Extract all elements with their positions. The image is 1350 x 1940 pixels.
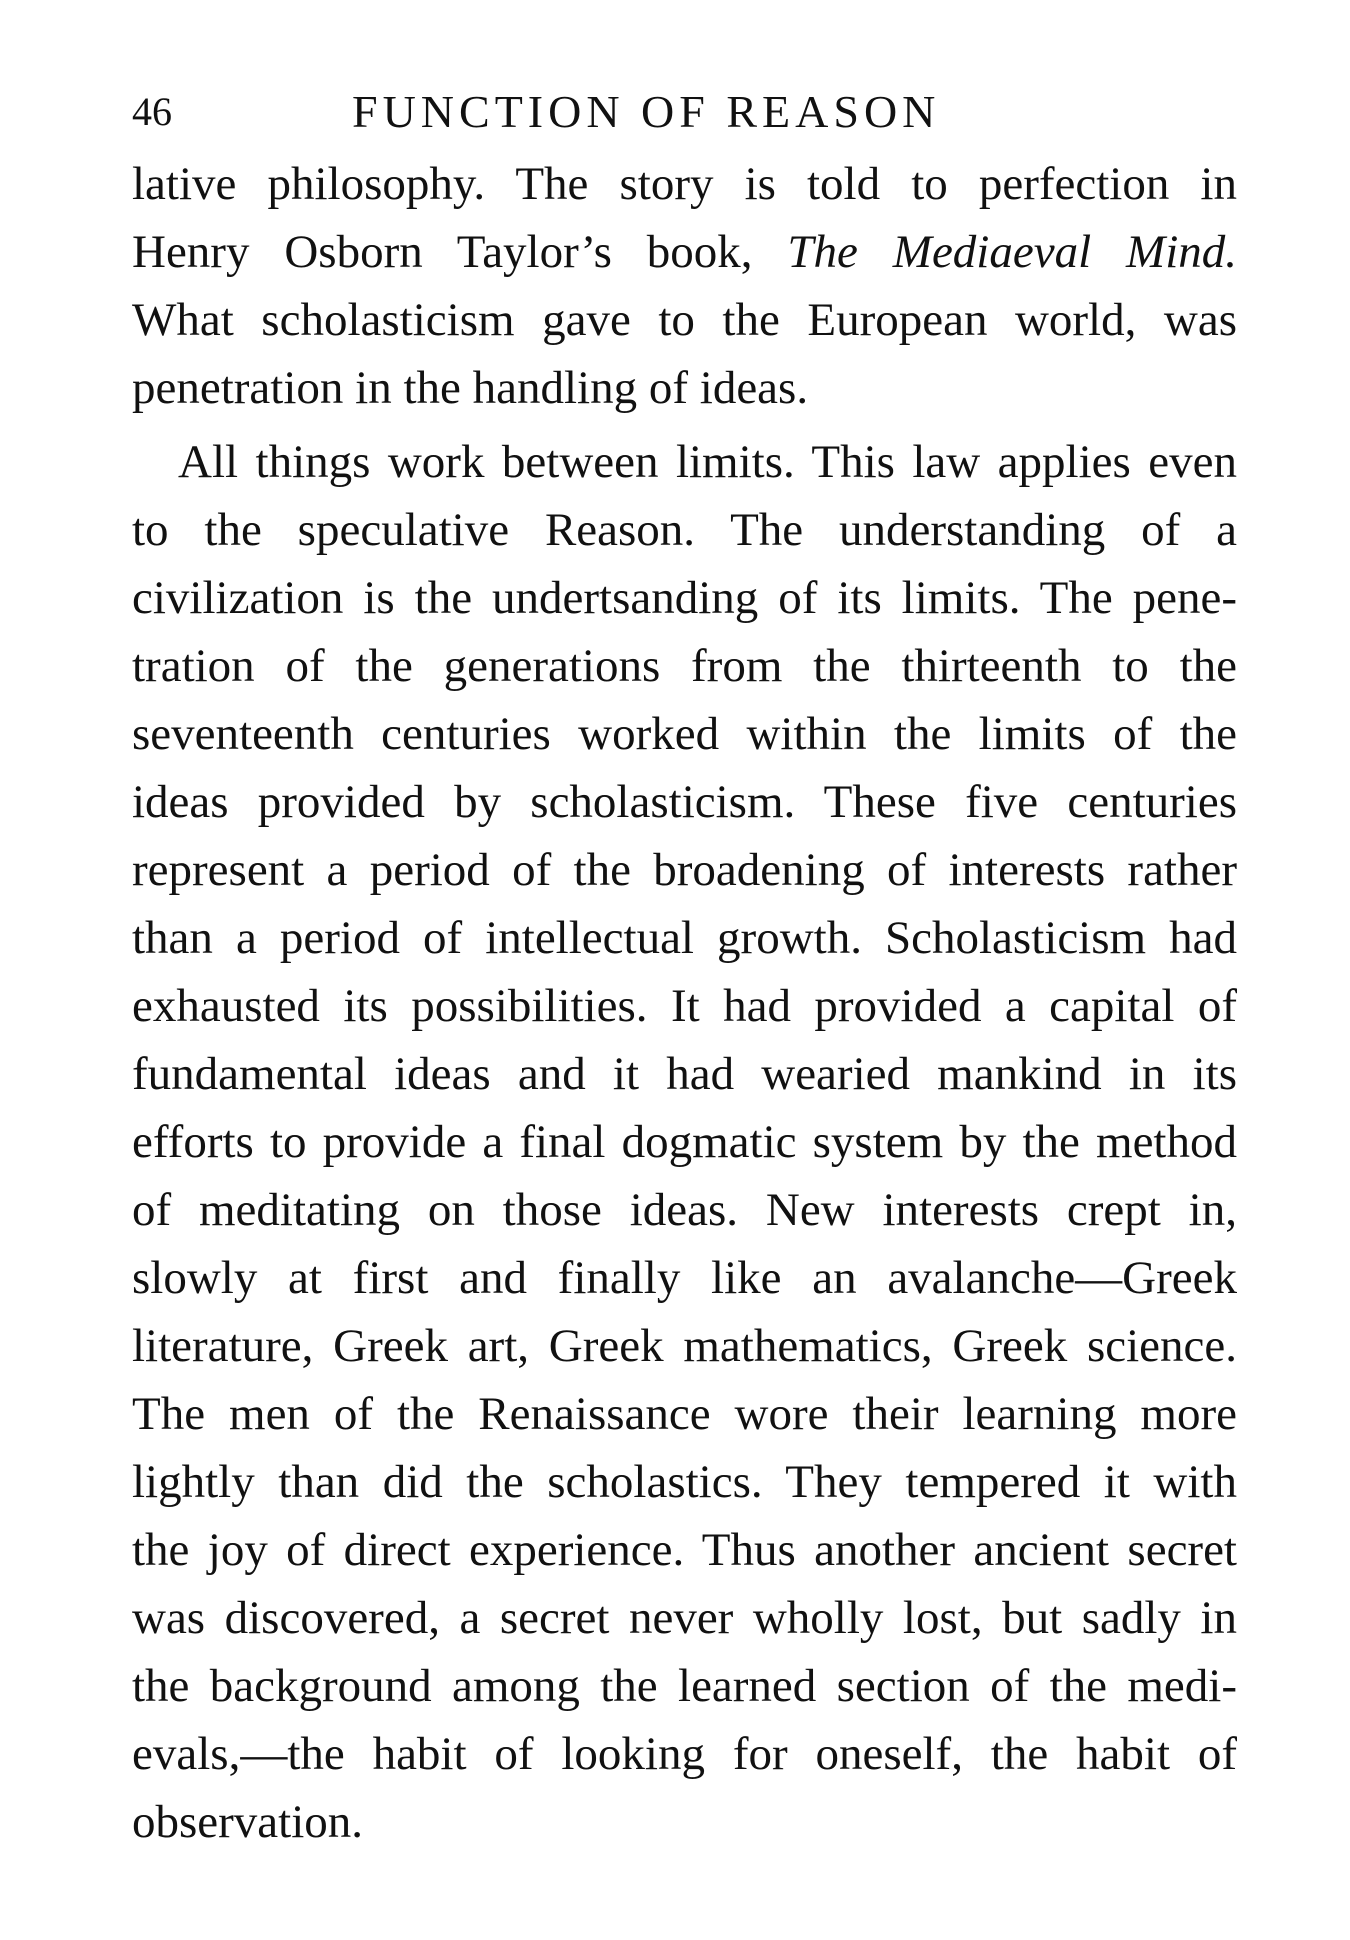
- text-line: the background among the learned section of the medi-: [132, 1660, 1237, 1712]
- text-line: All things work between limits. This law applies even: [178, 436, 1237, 488]
- text-line: penetration in the handling of ideas.: [132, 362, 809, 414]
- text-line: represent a period of the broadening of interests rather: [132, 844, 1237, 896]
- text-line: exhausted its possibilities. It had provided a capital of: [132, 980, 1237, 1032]
- text-line: What scholasticism gave to the European world, was: [132, 294, 1237, 346]
- book-title: The Mediaeval Mind.: [787, 226, 1237, 278]
- body-text: [132, 150, 1237, 1856]
- text-line: lightly than did the scholastics. They tempered it with: [132, 1456, 1237, 1508]
- text-line: evals,—the habit of looking for oneself, the habit of: [132, 1728, 1237, 1780]
- text-line: was discovered, a secret never wholly lost, but sadly in: [132, 1592, 1237, 1644]
- text-line: lative philosophy. The story is told to perfection in: [132, 158, 1237, 210]
- text-line: slowly at first and finally like an avalanche—Greek: [132, 1252, 1237, 1304]
- text-line-segment: Henry Osborn Taylor’s book,: [132, 226, 753, 278]
- text-line: efforts to provide a final dogmatic system by the method: [132, 1116, 1237, 1168]
- paragraph-2: [132, 428, 1237, 1856]
- running-head: [132, 82, 1237, 142]
- paragraph-1: [132, 150, 1237, 422]
- text-line: tration of the generations from the thirteenth to the: [132, 640, 1237, 692]
- page-number: 46: [132, 89, 172, 134]
- text-line: civilization is the undertsanding of its limits. The pene-: [132, 572, 1237, 624]
- text-line: seventeenth centuries worked within the limits of the: [132, 708, 1237, 760]
- text-line: of meditating on those ideas. New interests crept in,: [132, 1184, 1237, 1236]
- text-line: observation.: [132, 1796, 364, 1848]
- text-line: fundamental ideas and it had wearied mankind in its: [132, 1048, 1237, 1100]
- text-line: ideas provided by scholasticism. These five centuries: [132, 776, 1237, 828]
- text-line: to the speculative Reason. The understanding of a: [132, 504, 1237, 556]
- text-line: [132, 218, 1237, 286]
- text-line: literature, Greek art, Greek mathematics, Greek science.: [132, 1320, 1237, 1372]
- running-title: FUNCTION OF REASON: [352, 86, 941, 137]
- text-line: than a period of intellectual growth. Scholasticism had: [132, 912, 1237, 964]
- text-line: The men of the Renaissance wore their learning more: [132, 1388, 1237, 1440]
- text-line: the joy of direct experience. Thus another ancient secret: [132, 1524, 1237, 1576]
